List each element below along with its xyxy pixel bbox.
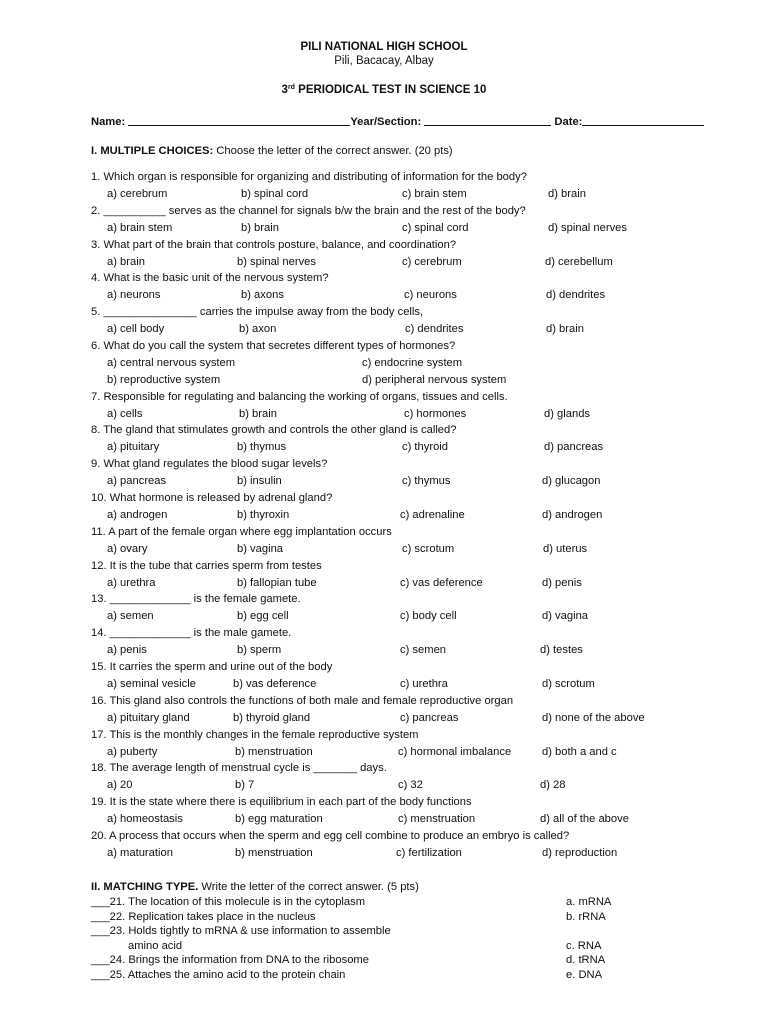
question-text: 16. This gland also controls the functions of both male and female reproductive organ <box>91 694 514 707</box>
question-item <box>0 796 768 830</box>
name-blank[interactable] <box>128 115 350 126</box>
option-b: b) thymus <box>237 441 287 454</box>
option-b: b) insulin <box>237 475 282 488</box>
option-d: d) brain <box>546 323 584 336</box>
question-item <box>0 239 768 273</box>
option-c: c) thymus <box>402 475 451 488</box>
date-blank[interactable] <box>582 115 704 126</box>
part2-heading <box>91 881 419 894</box>
option-d: d) spinal nerves <box>548 221 627 234</box>
question-text: 8. The gland that stimulates growth and controls the other gland is called? <box>91 424 457 437</box>
option-d: d) brain <box>548 188 586 200</box>
name-label: Name: <box>91 116 126 128</box>
question-item <box>0 695 768 729</box>
question-list <box>0 171 768 864</box>
option-b: b) axons <box>241 289 284 302</box>
option-d: d) glands <box>544 407 591 420</box>
option-b: b) menstruation <box>235 846 313 859</box>
part1-heading <box>91 145 453 158</box>
option-c: c) hormones <box>404 407 467 420</box>
matching-text: ___21. The location of this molecule is in the cytoplasm <box>91 896 366 908</box>
question-text: 18. The average length of menstrual cycle is _______ days. <box>91 762 387 775</box>
question-text: 9. What gland regulates the blood sugar levels? <box>91 458 328 471</box>
school-address: Pili, Bacacay, Albay <box>334 55 434 67</box>
test-title-text: PERIODICAL TEST IN SCIENCE 10 <box>294 84 487 96</box>
option-b: b) spinal cord <box>241 188 309 200</box>
matching-item <box>0 911 768 926</box>
question-text: 4. What is the basic unit of the nervous system? <box>91 272 329 285</box>
option-a: a) semen <box>107 610 154 623</box>
option-a: a) brain <box>107 255 145 268</box>
question-item <box>0 762 768 796</box>
question-item <box>0 526 768 560</box>
year-section-blank[interactable] <box>424 115 551 126</box>
option-a: a) pituitary gland <box>107 711 190 724</box>
option-c: c) pancreas <box>400 711 459 724</box>
question-text: 17. This is the monthly changes in the female reproductive system <box>91 728 419 741</box>
option-a: a) brain stem <box>107 221 173 234</box>
option-c: c) fertilization <box>396 846 462 859</box>
question-item <box>0 205 768 239</box>
option-a: a) cells <box>107 407 143 420</box>
option-d: d) reproduction <box>542 846 618 859</box>
question-item <box>0 306 768 340</box>
question-text: 2. __________ serves as the channel for signals b/w the brain and the rest of the body? <box>91 204 526 217</box>
part1-title: I. MULTIPLE CHOICES: <box>91 145 214 157</box>
matching-text: ___24. Brings the information from DNA to the ribosome <box>91 954 369 967</box>
option-a: a) penis <box>107 644 147 657</box>
option-c: c) menstruation <box>398 813 476 826</box>
option-c: c) spinal cord <box>402 221 469 234</box>
option-a: a) 20 <box>107 779 133 792</box>
option-a: a) central nervous system <box>107 356 236 369</box>
question-text: 20. A process that occurs when the sperm and egg cell combine to produce an embryo is called? <box>91 829 570 842</box>
option-d: d) all of the above <box>540 813 629 826</box>
matching-text: ___22. Replication takes place in the nucleus <box>91 910 316 923</box>
option-b: b) menstruation <box>235 745 313 758</box>
question-text: 14. _____________ is the male gamete. <box>91 627 292 640</box>
option-a: a) pancreas <box>107 475 167 488</box>
matching-item <box>0 925 768 940</box>
option-a: a) maturation <box>107 846 173 859</box>
question-item <box>0 661 768 695</box>
option-d: d) testes <box>540 644 583 657</box>
option-a: a) androgen <box>107 508 168 521</box>
school-name: PILI NATIONAL HIGH SCHOOL <box>300 41 468 53</box>
option-b: b) thyroid gland <box>233 711 311 724</box>
question-text: 19. It is the state where there is equilibrium in each part of the body functions <box>91 796 472 809</box>
option-c: c) hormonal imbalance <box>398 745 512 758</box>
part2-title: II. MATCHING TYPE. <box>91 881 199 893</box>
option-b: b) vas deference <box>233 677 317 690</box>
option-a: a) puberty <box>107 745 158 758</box>
option-c: c) adrenaline <box>400 508 465 521</box>
part2-instruction: Write the letter of the correct answer. (5 pts) <box>198 881 419 893</box>
student-info-line <box>91 115 704 129</box>
option-c: c) vas deference <box>400 576 483 589</box>
year-section-label: Year/Section: <box>350 116 422 128</box>
question-text: 6. What do you call the system that secretes different types of hormones? <box>91 339 456 352</box>
option-d: d) vagina <box>542 610 589 623</box>
option-c: c) dendrites <box>405 323 464 336</box>
option-c: c) neurons <box>404 289 457 302</box>
question-text: 15. It carries the sperm and urine out of the body <box>91 660 333 673</box>
option-d: d) cerebellum <box>545 255 613 268</box>
matching-text: ___23. Holds tightly to mRNA & use information to assemble <box>91 925 391 938</box>
date-label: Date: <box>554 116 583 128</box>
option-a: a) ovary <box>107 542 148 555</box>
option-d: d) androgen <box>542 508 603 521</box>
option-d: d) scrotum <box>542 677 595 690</box>
option-b: b) fallopian tube <box>237 576 317 589</box>
option-d: d) none of the above <box>542 711 645 724</box>
question-item <box>0 830 768 864</box>
option-c: c) thyroid <box>402 441 449 454</box>
option-a: a) cell body <box>107 323 165 336</box>
question-text: 5. _______________ carries the impulse away from the body cells, <box>91 306 424 319</box>
option-d: d) 28 <box>540 779 566 792</box>
matching-answer: c. RNA <box>566 939 602 952</box>
option-c: c) scrotum <box>402 542 455 555</box>
option-a: a) urethra <box>107 576 156 589</box>
test-title-number: 3 <box>281 84 288 96</box>
option-b: b) spinal nerves <box>237 255 316 268</box>
option-b: b) reproductive system <box>107 373 221 386</box>
option-a: a) cerebrum <box>107 188 168 200</box>
option-c: c) brain stem <box>402 188 467 200</box>
option-b: b) sperm <box>237 644 282 657</box>
matching-item <box>0 896 768 911</box>
question-item <box>0 627 768 661</box>
matching-item <box>0 954 768 969</box>
option-d: d) pancreas <box>544 441 604 454</box>
option-b: b) brain <box>241 221 279 234</box>
question-item <box>0 593 768 627</box>
option-d: d) dendrites <box>546 289 606 302</box>
question-item <box>0 391 768 425</box>
matching-item <box>0 969 768 984</box>
option-d: d) peripheral nervous system <box>362 373 507 386</box>
question-text: 13. _____________ is the female gamete. <box>91 593 301 606</box>
question-text: 11. A part of the female organ where egg implantation occurs <box>91 525 392 538</box>
question-text: 10. What hormone is released by adrenal gland? <box>91 491 333 504</box>
option-c: c) 32 <box>398 779 423 792</box>
matching-text: ___25. Attaches the amino acid to the protein chain <box>91 968 346 981</box>
option-b: b) vagina <box>237 542 284 555</box>
question-item <box>0 560 768 594</box>
option-d: d) glucagon <box>542 475 601 488</box>
option-b: b) thyroxin <box>237 508 290 521</box>
test-title-ordinal: rd <box>287 84 295 91</box>
question-item <box>0 340 768 391</box>
option-b: b) axon <box>239 323 277 336</box>
option-a: a) homeostasis <box>107 813 183 826</box>
matching-answer: b. rRNA <box>566 910 606 923</box>
question-item <box>0 424 768 458</box>
option-c: c) body cell <box>400 610 457 623</box>
option-c: c) semen <box>400 644 447 657</box>
matching-item <box>0 940 768 955</box>
option-b: b) egg maturation <box>235 813 323 826</box>
option-c: c) endocrine system <box>362 356 463 369</box>
matching-answer: a. mRNA <box>566 896 612 908</box>
matching-text-continued: amino acid <box>128 939 183 952</box>
test-title <box>0 84 768 98</box>
matching-answer: d. tRNA <box>566 954 606 967</box>
question-text: 12. It is the tube that carries sperm from testes <box>91 559 322 572</box>
question-item <box>0 272 768 306</box>
question-text: 3. What part of the brain that controls posture, balance, and coordination? <box>91 238 457 251</box>
option-c: c) cerebrum <box>402 255 462 268</box>
question-item <box>0 492 768 526</box>
option-b: b) egg cell <box>237 610 289 623</box>
option-a: a) neurons <box>107 289 161 302</box>
part1-instruction: Choose the letter of the correct answer. (20 pts) <box>213 145 453 157</box>
option-b: b) 7 <box>235 779 255 792</box>
option-d: d) both a and c <box>542 745 617 758</box>
option-b: b) brain <box>239 407 277 420</box>
matching-answer: e. DNA <box>566 968 603 981</box>
matching-list <box>0 896 768 984</box>
option-d: d) penis <box>542 576 582 589</box>
option-a: a) seminal vesicle <box>107 677 196 690</box>
question-text: 7. Responsible for regulating and balancing the working of organs, tissues and cells. <box>91 390 508 403</box>
question-item <box>0 171 768 205</box>
question-text: 1. Which organ is responsible for organizing and distributing of information for the body? <box>91 171 527 183</box>
question-item <box>0 729 768 763</box>
option-a: a) pituitary <box>107 441 160 454</box>
question-item <box>0 458 768 492</box>
option-d: d) uterus <box>543 542 588 555</box>
option-c: c) urethra <box>400 677 448 690</box>
